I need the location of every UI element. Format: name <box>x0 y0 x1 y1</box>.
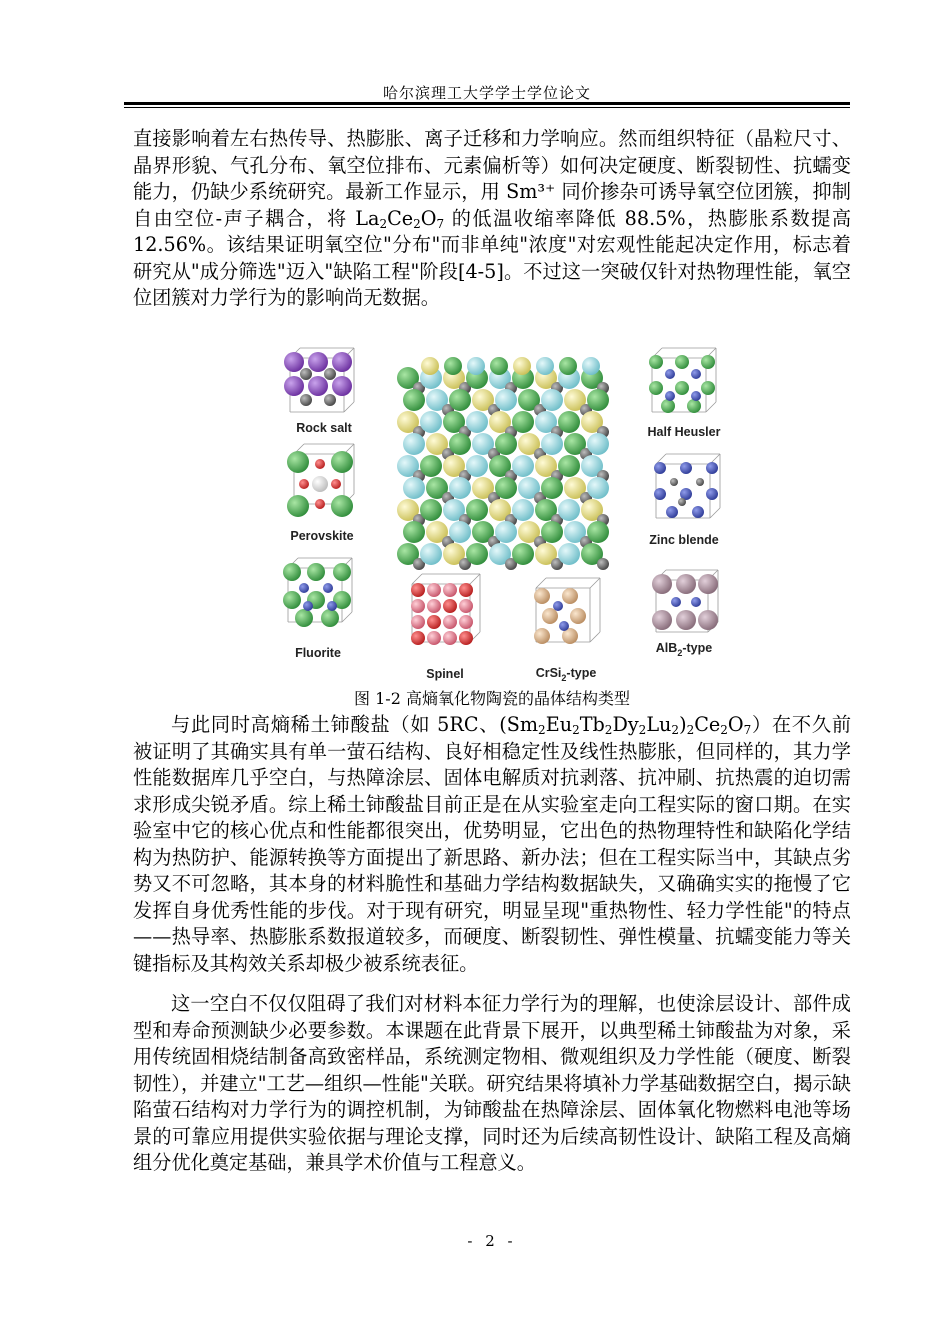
atom-sphere <box>307 563 325 581</box>
atom-sphere <box>687 399 701 413</box>
atom-sphere <box>427 631 441 645</box>
atom-sphere <box>671 597 681 607</box>
atom-sphere <box>495 477 517 499</box>
p1-sub-b: 2 <box>413 216 421 231</box>
p1-sub-c: 7 <box>436 216 445 231</box>
atom-sphere <box>512 499 534 521</box>
p2-text-b: ）在不久前被证明了其确实具有单一萤石结构、良好相稳定性及线性热膨胀，但同样的，其力学性能数据库几乎空白，与热障涂层、固体电解质对抗剥落、抗冲刷、抗热震的迫切需求形成尖锐矛盾。综上稀土铈酸盐目前正是在从实验室走向工程实际的窗口期。在实验室中它的核心优点和性能都很突出，优势明显，它出色的热物理特性和缺陷化学结构为热防护、能源转换等方面提出了新思路、新办法；但在工程实际当中，其缺点劣势又不可忽略，其本身的材料脆性和基础力学结构数据缺失，又确确实实的拖慢了它发挥自身优秀性能的步伐。对于现有研究，明显呈现"重热物性、轻力学性能"的特点——热导率、热膨胀系数报道较多，而硬度、断裂韧性、弹性模量、抗蠕变能力等关键指标及其构效关系却极少被系统表征。 <box>133 713 852 975</box>
atom-sphere <box>495 433 517 455</box>
paragraph-2 <box>133 712 851 977</box>
p2-el-2: Tb <box>579 713 605 736</box>
p2-sub-2: 2 <box>572 723 580 737</box>
atom-sphere <box>597 558 609 570</box>
atom-sphere <box>701 355 715 369</box>
atom-sphere <box>403 521 425 543</box>
paragraph-3: 这一空白不仅仅阻碍了我们对材料本征力学行为的理解，也使涂层设计、部件成型和寿命预测缺少必要参数。本课题在此背景下展开，以典型稀土铈酸盐为对象，采用传统固相烧结制备高致密样品，系统测定物相、微观组织及力学性能（硬度、断裂韧性），并建立"工艺—组织—性能"关联。研究结果将填补力学基础数据空白，揭示缺陷萤石结构对力学行为的调控机制，为铈酸盐在热障涂层、固体氧化物燃料电池等场景的可靠应用提供实验依据与理论支撑，同时还为后续高韧性设计、缺陷工程及高熵组分优化奠定基础，兼具学术价值与工程意义。 <box>133 992 851 1174</box>
alb2-suffix: -type <box>682 641 713 655</box>
p2-sub-4: 2 <box>638 723 647 737</box>
atom-sphere <box>321 609 339 627</box>
atom-sphere <box>670 478 678 486</box>
atom-sphere <box>466 455 488 477</box>
atom-sphere <box>308 376 328 396</box>
atom-sphere <box>467 357 485 375</box>
atom-sphere <box>284 352 304 372</box>
atom-sphere <box>512 455 534 477</box>
atom-sphere <box>649 381 663 395</box>
atom-sphere <box>562 588 578 604</box>
atom-sphere <box>427 583 441 597</box>
atom-sphere <box>331 479 341 489</box>
atom-sphere <box>706 462 718 474</box>
atom-sphere <box>449 433 471 455</box>
atom-sphere <box>587 477 609 499</box>
p2-sub-7: 2 <box>720 723 728 737</box>
atom-sphere <box>692 506 704 518</box>
atom-sphere <box>495 389 517 411</box>
atom-sphere <box>534 628 550 644</box>
atom-sphere <box>284 376 304 396</box>
atom-sphere <box>331 451 353 473</box>
atom-sphere <box>558 499 580 521</box>
atom-sphere <box>411 615 425 629</box>
atom-sphere <box>403 389 425 411</box>
atom-sphere <box>570 608 586 624</box>
atom-sphere <box>459 583 473 597</box>
atom-sphere <box>427 599 441 613</box>
atom-sphere <box>558 411 580 433</box>
atom-sphere <box>287 495 309 517</box>
p2-el-1: Eu <box>545 713 573 736</box>
atom-sphere <box>459 631 473 645</box>
atom-sphere <box>443 631 457 645</box>
atom-sphere <box>691 597 701 607</box>
atom-sphere <box>324 368 336 380</box>
figure-caption: 图 1-2 高熵氧化物陶瓷的晶体结构类型 <box>354 689 630 708</box>
atom-sphere <box>541 433 563 455</box>
header-rule-thin <box>124 107 850 108</box>
atom-sphere <box>323 583 333 593</box>
atom-sphere <box>427 615 441 629</box>
p2-sub-6: 2 <box>686 723 695 737</box>
atom-sphere <box>459 599 473 613</box>
atom-sphere <box>308 352 328 372</box>
atom-sphere <box>512 543 534 565</box>
label-fluorite: Fluorite <box>295 646 341 660</box>
atom-sphere <box>701 381 715 395</box>
atom-sphere <box>443 583 457 597</box>
atom-sphere <box>587 433 609 455</box>
atom-sphere <box>300 368 312 380</box>
atom-sphere <box>661 399 675 413</box>
p2-text-a: 与此同时高熵稀土铈酸盐（如 5RC、(Sm <box>171 713 539 736</box>
atom-sphere <box>665 391 675 401</box>
atom-sphere <box>541 521 563 543</box>
header-rule-thick <box>124 102 850 105</box>
atom-sphere <box>327 601 337 611</box>
p1-text-d: 的低温收缩率降低 88.5%，热膨胀系数提高 12.56%。该结果证明氧空位"分布"而非单纯"浓度"对宏观性能起决定作用，标志着研究从"成分筛选"迈入"缺陷工程"阶段[4-5]。不过这一突破仅针对热物理性能，氧空位团簇对力学行为的影响尚无数据。 <box>133 206 852 309</box>
atom-sphere <box>706 488 718 500</box>
atom-sphere <box>420 543 442 565</box>
atom-sphere <box>536 357 554 375</box>
p2-sub-8: 7 <box>743 723 752 737</box>
p2-sub-5: 2 <box>671 723 680 737</box>
atom-sphere <box>542 608 558 624</box>
p1-sub-a: 2 <box>379 216 388 231</box>
label-alb2-type <box>656 641 712 658</box>
atom-sphere <box>698 574 718 594</box>
atom-sphere <box>558 455 580 477</box>
atom-sphere <box>287 451 309 473</box>
atom-sphere <box>666 506 678 518</box>
atom-sphere <box>512 411 534 433</box>
atom-sphere <box>315 499 325 509</box>
atom-sphere <box>420 455 442 477</box>
atom-sphere <box>558 543 580 565</box>
atom-sphere <box>553 601 563 611</box>
label-rock-salt: Rock salt <box>296 421 352 435</box>
crystal-structures-figure <box>280 344 740 682</box>
running-header: 哈尔滨理工大学学士学位论文 <box>382 84 591 102</box>
atom-sphere <box>665 369 675 379</box>
atom-sphere <box>331 495 353 517</box>
atom-sphere <box>698 610 718 630</box>
atom-sphere <box>299 479 309 489</box>
atom-sphere <box>676 574 696 594</box>
atom-sphere <box>459 615 473 629</box>
atom-sphere <box>411 583 425 597</box>
p1-text-a: 直接影响着左右热传导、热膨胀、离子迁移和力学响应。然而组织特征（晶粒尺寸、晶界形貌、气孔分布、氧空位排布、元素偏析等）如何决定硬度、断裂韧性、抗蠕变能力，仍缺少系统研究。最新工作显示，用 Sm³⁺ 同价掺杂可诱导氧空位团簇，抑制自由空位-声子耦合，将 La <box>133 127 851 230</box>
atom-sphere <box>654 488 666 500</box>
atom-sphere <box>324 394 336 406</box>
atom-sphere <box>295 609 313 627</box>
atom-sphere <box>411 599 425 613</box>
atom-sphere <box>582 357 600 375</box>
atom-sphere <box>443 615 457 629</box>
atom-sphere <box>333 563 351 581</box>
atom-sphere <box>587 389 609 411</box>
atom-sphere <box>675 355 689 369</box>
p2-sub-3: 2 <box>604 723 613 737</box>
atom-sphere <box>315 459 325 469</box>
crsi2-base: CrSi <box>535 666 562 680</box>
atom-sphere <box>541 477 563 499</box>
p1-text-b: Ce <box>387 206 414 230</box>
atom-sphere <box>466 499 488 521</box>
p2-el-4: Lu <box>646 713 672 736</box>
atom-sphere <box>652 574 672 594</box>
atom-sphere <box>654 462 666 474</box>
p2-el-6: Ce <box>694 713 721 736</box>
label-crsi2-type <box>536 666 597 682</box>
alb2-sub: 2 <box>677 648 683 658</box>
atom-sphere <box>403 433 425 455</box>
label-half-heusler: Half Heusler <box>647 425 721 439</box>
atom-sphere <box>652 610 672 630</box>
atom-sphere <box>449 389 471 411</box>
label-perovskite: Perovskite <box>290 529 354 543</box>
atom-sphere <box>403 477 425 499</box>
atom-sphere <box>696 478 704 486</box>
atom-sphere <box>495 521 517 543</box>
atom-sphere <box>587 521 609 543</box>
atom-sphere <box>449 521 471 543</box>
label-zinc-blende: Zinc blende <box>649 533 719 547</box>
atom-sphere <box>466 543 488 565</box>
alb2-base: AlB <box>655 641 678 655</box>
label-spinel: Spinel <box>426 667 464 681</box>
atom-sphere <box>421 357 439 375</box>
atom-sphere <box>649 355 663 369</box>
atom-sphere <box>332 376 352 396</box>
atom-sphere <box>675 381 689 395</box>
atom-spheres <box>283 348 720 645</box>
figure-graphic <box>280 344 740 682</box>
p2-el-5: ) <box>679 713 687 736</box>
atom-sphere <box>490 357 508 375</box>
crsi2-sub: 2 <box>561 673 567 682</box>
atom-sphere <box>534 588 550 604</box>
atom-sphere <box>678 498 686 506</box>
atom-sphere <box>559 621 569 631</box>
page-number: - 2 - <box>467 1232 517 1250</box>
atom-sphere <box>444 357 462 375</box>
atom-sphere <box>300 394 312 406</box>
atom-sphere <box>411 631 425 645</box>
atom-sphere <box>283 591 301 609</box>
atom-sphere <box>299 583 309 593</box>
atom-sphere <box>449 477 471 499</box>
atom-sphere <box>513 357 531 375</box>
atom-sphere <box>420 411 442 433</box>
p2-el-7: O <box>727 713 744 736</box>
atom-sphere <box>283 563 301 581</box>
p2-el-3: Dy <box>612 713 639 736</box>
atom-sphere <box>303 601 313 611</box>
atom-sphere <box>541 389 563 411</box>
atom-sphere <box>420 499 442 521</box>
p1-text-c: O <box>420 206 437 230</box>
atom-sphere <box>466 411 488 433</box>
atom-sphere <box>691 369 701 379</box>
atom-sphere <box>312 476 328 492</box>
atom-sphere <box>680 462 692 474</box>
p2-sub-1: 2 <box>538 723 546 737</box>
atom-sphere <box>443 599 457 613</box>
atom-sphere <box>559 357 577 375</box>
atom-sphere <box>332 352 352 372</box>
paragraph-1 <box>133 126 851 312</box>
atom-sphere <box>691 391 701 401</box>
atom-sphere <box>676 610 696 630</box>
crsi2-suffix: -type <box>566 666 597 680</box>
